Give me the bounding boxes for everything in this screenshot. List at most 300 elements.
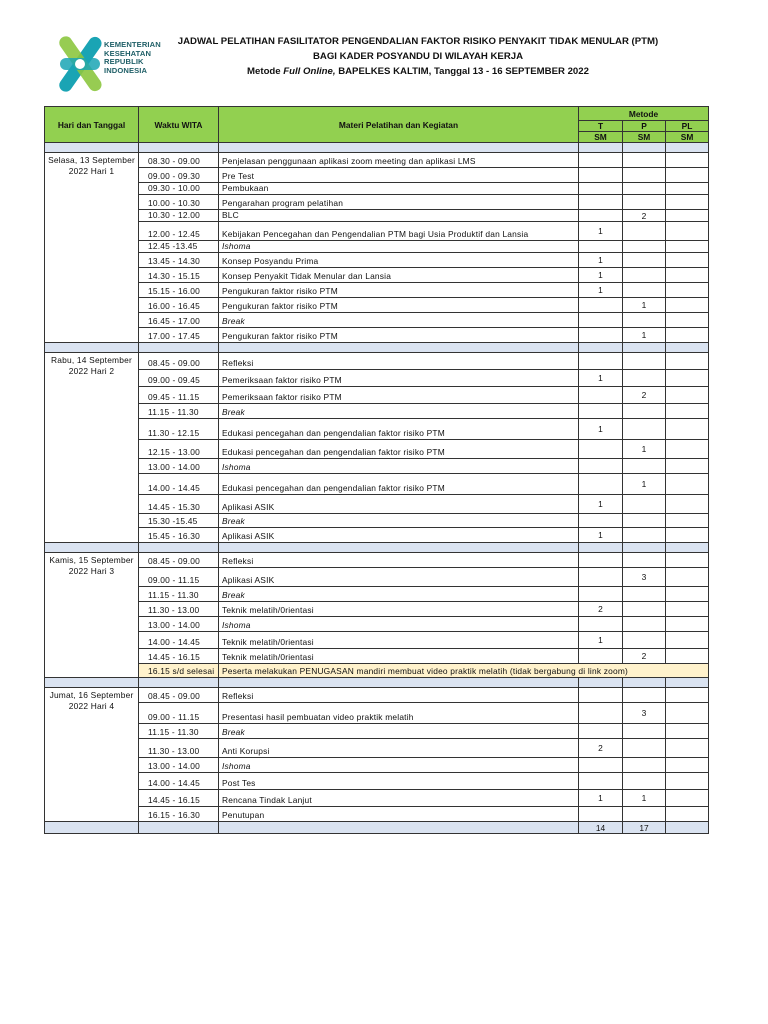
material-cell: Pengukuran faktor risiko PTM bbox=[219, 298, 579, 313]
table-row bbox=[45, 313, 709, 328]
table-row bbox=[45, 298, 709, 313]
method-pl-cell bbox=[666, 283, 709, 298]
method-t-cell: 1 bbox=[579, 419, 623, 440]
day-date-cell: Kamis, 15 September 2022 Hari 3 bbox=[45, 553, 139, 678]
schedule-table-header bbox=[45, 107, 709, 143]
method-pl-cell bbox=[666, 195, 709, 210]
header-method: Metode bbox=[579, 107, 709, 121]
method-pl-cell bbox=[666, 553, 709, 568]
method-p-cell bbox=[623, 283, 666, 298]
method-pl-cell bbox=[666, 528, 709, 543]
method-p-cell bbox=[623, 758, 666, 773]
method-t-cell bbox=[579, 724, 623, 739]
kemenkes-logo-text bbox=[104, 41, 161, 75]
time-cell: 11.15 - 11.30 bbox=[139, 404, 219, 419]
method-pl-cell bbox=[666, 241, 709, 253]
table-row bbox=[45, 283, 709, 298]
time-cell: 13.00 - 14.00 bbox=[139, 459, 219, 474]
method-pl-cell bbox=[666, 210, 709, 222]
separator-cell bbox=[139, 678, 219, 688]
header-sm-p: SM bbox=[623, 132, 666, 143]
material-cell: Refleksi bbox=[219, 353, 579, 370]
method-p-cell bbox=[623, 807, 666, 822]
separator-cell bbox=[219, 543, 579, 553]
logo-line-4: INDONESIA bbox=[104, 65, 148, 75]
logo-line-3: REPUBLIK bbox=[104, 57, 144, 67]
separator-cell bbox=[666, 343, 709, 353]
logo-line-1: KEMENTERIAN bbox=[104, 40, 161, 49]
method-t-cell bbox=[579, 649, 623, 664]
time-cell: 14.45 - 16.15 bbox=[139, 790, 219, 807]
time-cell: 16.45 - 17.00 bbox=[139, 313, 219, 328]
assignment-material-cell: Peserta melakukan PENUGASAN mandiri membuat video praktik melatih (tidak bergabung di link zoom) bbox=[219, 664, 709, 678]
method-pl-cell bbox=[666, 790, 709, 807]
total-p-cell: 17 bbox=[623, 822, 666, 834]
method-t-cell bbox=[579, 387, 623, 404]
method-p-cell bbox=[623, 268, 666, 283]
assignment-row bbox=[45, 664, 709, 678]
assignment-time-cell: 16.15 s/d selesai bbox=[139, 664, 219, 678]
schedule-table bbox=[44, 106, 709, 834]
separator-cell bbox=[623, 543, 666, 553]
method-t-cell bbox=[579, 168, 623, 183]
time-cell: 09.30 - 10.00 bbox=[139, 183, 219, 195]
separator-cell bbox=[139, 343, 219, 353]
method-p-cell bbox=[623, 724, 666, 739]
method-pl-cell bbox=[666, 459, 709, 474]
table-row bbox=[45, 773, 709, 790]
material-cell: Edukasi pencegahan dan pengendalian faktor risiko PTM bbox=[219, 440, 579, 459]
table-row bbox=[45, 195, 709, 210]
method-pl-cell bbox=[666, 313, 709, 328]
method-pl-cell bbox=[666, 474, 709, 495]
separator-cell bbox=[579, 678, 623, 688]
day-separator-row bbox=[45, 343, 709, 353]
time-cell: 14.30 - 15.15 bbox=[139, 268, 219, 283]
table-row bbox=[45, 419, 709, 440]
method-p-cell: 1 bbox=[623, 440, 666, 459]
material-cell: Konsep Penyakit Tidak Menular dan Lansia bbox=[219, 268, 579, 283]
method-t-cell: 1 bbox=[579, 632, 623, 649]
separator-cell bbox=[623, 343, 666, 353]
method-p-cell bbox=[623, 353, 666, 370]
kemenkes-logo-mark bbox=[58, 34, 104, 94]
material-cell: Refleksi bbox=[219, 688, 579, 703]
table-row bbox=[45, 440, 709, 459]
method-p-cell bbox=[623, 617, 666, 632]
table-row bbox=[45, 459, 709, 474]
material-cell: Presentasi hasil pembuatan video praktik melatih bbox=[219, 703, 579, 724]
document-method-line bbox=[168, 66, 668, 78]
time-cell: 10.00 - 10.30 bbox=[139, 195, 219, 210]
method-t-cell bbox=[579, 568, 623, 587]
method-pl-cell bbox=[666, 758, 709, 773]
method-p-cell: 3 bbox=[623, 703, 666, 724]
method-p-cell bbox=[623, 459, 666, 474]
material-cell: Teknik melatih/0rientasi bbox=[219, 602, 579, 617]
method-pl-cell bbox=[666, 440, 709, 459]
method-pl-cell bbox=[666, 370, 709, 387]
time-cell: 11.30 - 12.15 bbox=[139, 419, 219, 440]
material-cell: Konsep Posyandu Prima bbox=[219, 253, 579, 268]
method-pl-cell bbox=[666, 587, 709, 602]
table-row bbox=[45, 632, 709, 649]
table-row bbox=[45, 353, 709, 370]
time-cell: 12.15 - 13.00 bbox=[139, 440, 219, 459]
separator-cell bbox=[45, 343, 139, 353]
day-separator-row bbox=[45, 678, 709, 688]
table-row bbox=[45, 514, 709, 528]
table-row bbox=[45, 183, 709, 195]
method-pl-cell bbox=[666, 222, 709, 241]
material-cell: Ishoma bbox=[219, 758, 579, 773]
time-cell: 08.45 - 09.00 bbox=[139, 353, 219, 370]
method-t-cell: 1 bbox=[579, 268, 623, 283]
header-day: Hari dan Tanggal bbox=[45, 107, 139, 143]
separator-cell bbox=[219, 343, 579, 353]
method-p-cell bbox=[623, 195, 666, 210]
separator-cell bbox=[45, 543, 139, 553]
method-t-cell: 1 bbox=[579, 283, 623, 298]
separator-cell bbox=[45, 143, 139, 153]
material-cell: Pengukuran faktor risiko PTM bbox=[219, 283, 579, 298]
method-t-cell bbox=[579, 313, 623, 328]
table-row bbox=[45, 602, 709, 617]
time-cell: 09.00 - 11.15 bbox=[139, 568, 219, 587]
table-row bbox=[45, 758, 709, 773]
time-cell: 09.45 - 11.15 bbox=[139, 387, 219, 404]
method-p-cell: 2 bbox=[623, 210, 666, 222]
method-t-cell bbox=[579, 514, 623, 528]
material-cell: BLC bbox=[219, 210, 579, 222]
method-pl-cell bbox=[666, 268, 709, 283]
table-row bbox=[45, 587, 709, 602]
material-cell: Kebijakan Pencegahan dan Pengendalian PTM bagi Usia Produktif dan Lansia bbox=[219, 222, 579, 241]
header-sm-t: SM bbox=[579, 132, 623, 143]
total-pl-cell bbox=[666, 822, 709, 834]
table-row bbox=[45, 370, 709, 387]
material-cell: Pemeriksaan faktor risiko PTM bbox=[219, 387, 579, 404]
method-t-cell bbox=[579, 210, 623, 222]
method-pl-cell bbox=[666, 649, 709, 664]
table-row bbox=[45, 649, 709, 664]
method-pl-cell bbox=[666, 617, 709, 632]
material-cell: Penutupan bbox=[219, 807, 579, 822]
material-cell: Aplikasi ASIK bbox=[219, 528, 579, 543]
method-pl-cell bbox=[666, 703, 709, 724]
totals-empty-cell bbox=[139, 822, 219, 834]
material-cell: Break bbox=[219, 587, 579, 602]
method-t-cell bbox=[579, 807, 623, 822]
time-cell: 14.00 - 14.45 bbox=[139, 474, 219, 495]
time-cell: 08.30 - 09.00 bbox=[139, 153, 219, 168]
separator-cell bbox=[45, 678, 139, 688]
table-row bbox=[45, 495, 709, 514]
time-cell: 15.30 -15.45 bbox=[139, 514, 219, 528]
material-cell: Pengukuran faktor risiko PTM bbox=[219, 328, 579, 343]
method-pl-cell bbox=[666, 404, 709, 419]
time-cell: 15.45 - 16.30 bbox=[139, 528, 219, 543]
table-row bbox=[45, 241, 709, 253]
table-row bbox=[45, 807, 709, 822]
method-p-cell bbox=[623, 183, 666, 195]
table-row bbox=[45, 268, 709, 283]
method-t-cell: 1 bbox=[579, 495, 623, 514]
table-row bbox=[45, 790, 709, 807]
method-t-cell bbox=[579, 459, 623, 474]
table-row bbox=[45, 617, 709, 632]
method-p-cell bbox=[623, 253, 666, 268]
method-p-cell bbox=[623, 773, 666, 790]
method-p-cell bbox=[623, 632, 666, 649]
separator-cell bbox=[219, 143, 579, 153]
method-p-cell bbox=[623, 168, 666, 183]
method-suffix: BAPELKES KALTIM, Tanggal 13 - 16 SEPTEMBER 2022 bbox=[335, 66, 589, 77]
method-p-cell bbox=[623, 313, 666, 328]
table-row bbox=[45, 724, 709, 739]
method-pl-cell bbox=[666, 253, 709, 268]
material-cell: Pre Test bbox=[219, 168, 579, 183]
method-italic: Full Online, bbox=[283, 66, 336, 77]
time-cell: 16.00 - 16.45 bbox=[139, 298, 219, 313]
method-pl-cell bbox=[666, 602, 709, 617]
method-pl-cell bbox=[666, 688, 709, 703]
table-row bbox=[45, 528, 709, 543]
method-t-cell bbox=[579, 328, 623, 343]
time-cell: 12.45 -13.45 bbox=[139, 241, 219, 253]
method-p-cell bbox=[623, 370, 666, 387]
time-cell: 09.00 - 11.15 bbox=[139, 703, 219, 724]
method-t-cell bbox=[579, 758, 623, 773]
material-cell: Break bbox=[219, 404, 579, 419]
method-t-cell: 1 bbox=[579, 528, 623, 543]
header-p: P bbox=[623, 121, 666, 132]
time-cell: 10.30 - 12.00 bbox=[139, 210, 219, 222]
material-cell: Pembukaan bbox=[219, 183, 579, 195]
header-material: Materi Pelatihan dan Kegiatan bbox=[219, 107, 579, 143]
method-p-cell bbox=[623, 514, 666, 528]
separator-cell bbox=[579, 543, 623, 553]
method-t-cell bbox=[579, 440, 623, 459]
method-t-cell bbox=[579, 353, 623, 370]
totals-empty-cell bbox=[45, 822, 139, 834]
method-t-cell bbox=[579, 474, 623, 495]
time-cell: 12.00 - 12.45 bbox=[139, 222, 219, 241]
document-subtitle: BAGI KADER POSYANDU DI WILAYAH KERJA bbox=[312, 51, 524, 62]
method-p-cell bbox=[623, 404, 666, 419]
method-p-cell: 1 bbox=[623, 790, 666, 807]
method-p-cell bbox=[623, 688, 666, 703]
method-p-cell: 1 bbox=[623, 474, 666, 495]
table-row bbox=[45, 387, 709, 404]
method-p-cell bbox=[623, 153, 666, 168]
method-t-cell bbox=[579, 404, 623, 419]
table-row bbox=[45, 553, 709, 568]
time-cell: 14.45 - 15.30 bbox=[139, 495, 219, 514]
table-row bbox=[45, 210, 709, 222]
material-cell: Break bbox=[219, 313, 579, 328]
method-p-cell bbox=[623, 602, 666, 617]
method-pl-cell bbox=[666, 773, 709, 790]
method-t-cell bbox=[579, 773, 623, 790]
material-cell: Break bbox=[219, 514, 579, 528]
method-t-cell: 1 bbox=[579, 790, 623, 807]
table-row bbox=[45, 568, 709, 587]
table-row bbox=[45, 703, 709, 724]
method-t-cell bbox=[579, 195, 623, 210]
time-cell: 09.00 - 09.45 bbox=[139, 370, 219, 387]
method-pl-cell bbox=[666, 298, 709, 313]
method-t-cell bbox=[579, 553, 623, 568]
material-cell: Post Tes bbox=[219, 773, 579, 790]
material-cell: Ishoma bbox=[219, 241, 579, 253]
time-cell: 17.00 - 17.45 bbox=[139, 328, 219, 343]
day-date-cell: Jumat, 16 September 2022 Hari 4 bbox=[45, 688, 139, 822]
table-row bbox=[45, 404, 709, 419]
day-date-cell: Selasa, 13 September 2022 Hari 1 bbox=[45, 153, 139, 343]
time-cell: 11.30 - 13.00 bbox=[139, 739, 219, 758]
method-p-cell bbox=[623, 495, 666, 514]
method-pl-cell bbox=[666, 724, 709, 739]
header-sm-pl: SM bbox=[666, 132, 709, 143]
method-pl-cell bbox=[666, 387, 709, 404]
separator-cell bbox=[623, 143, 666, 153]
logo-line-2: KESEHATAN bbox=[104, 48, 152, 58]
method-pl-cell bbox=[666, 183, 709, 195]
method-pl-cell bbox=[666, 568, 709, 587]
material-cell: Aplikasi ASIK bbox=[219, 495, 579, 514]
method-p-cell bbox=[623, 553, 666, 568]
method-p-cell bbox=[623, 241, 666, 253]
time-cell: 14.45 - 16.15 bbox=[139, 649, 219, 664]
method-pl-cell bbox=[666, 328, 709, 343]
material-cell: Pemeriksaan faktor risiko PTM bbox=[219, 370, 579, 387]
day-separator-row bbox=[45, 143, 709, 153]
material-cell: Teknik melatih/0rientasi bbox=[219, 632, 579, 649]
method-t-cell: 1 bbox=[579, 253, 623, 268]
method-pl-cell bbox=[666, 353, 709, 370]
method-p-cell: 3 bbox=[623, 568, 666, 587]
time-cell: 11.15 - 11.30 bbox=[139, 724, 219, 739]
material-cell: Break bbox=[219, 724, 579, 739]
document-title: JADWAL PELATIHAN FASILITATOR PENGENDALIAN FAKTOR RISIKO PENYAKIT TIDAK MENULAR (PTM) bbox=[177, 36, 659, 47]
material-cell: Ishoma bbox=[219, 617, 579, 632]
header-t: T bbox=[579, 121, 623, 132]
material-cell: Edukasi pencegahan dan pengendalian faktor risiko PTM bbox=[219, 474, 579, 495]
separator-cell bbox=[139, 143, 219, 153]
time-cell: 14.00 - 14.45 bbox=[139, 773, 219, 790]
time-cell: 09.00 - 09.30 bbox=[139, 168, 219, 183]
separator-cell bbox=[139, 543, 219, 553]
separator-cell bbox=[219, 678, 579, 688]
material-cell: Refleksi bbox=[219, 553, 579, 568]
header-time: Waktu WITA bbox=[139, 107, 219, 143]
time-cell: 08.45 - 09.00 bbox=[139, 553, 219, 568]
material-cell: Rencana Tindak Lanjut bbox=[219, 790, 579, 807]
time-cell: 11.15 - 11.30 bbox=[139, 587, 219, 602]
separator-cell bbox=[666, 543, 709, 553]
table-row bbox=[45, 168, 709, 183]
time-cell: 08.45 - 09.00 bbox=[139, 688, 219, 703]
method-p-cell: 1 bbox=[623, 328, 666, 343]
day-separator-row bbox=[45, 543, 709, 553]
method-t-cell bbox=[579, 183, 623, 195]
total-t-cell: 14 bbox=[579, 822, 623, 834]
table-row bbox=[45, 328, 709, 343]
day-date-cell: Rabu, 14 September 2022 Hari 2 bbox=[45, 353, 139, 543]
method-pl-cell bbox=[666, 739, 709, 758]
time-cell: 13.45 - 14.30 bbox=[139, 253, 219, 268]
method-pl-cell bbox=[666, 168, 709, 183]
material-cell: Aplikasi ASIK bbox=[219, 568, 579, 587]
time-cell: 13.00 - 14.00 bbox=[139, 617, 219, 632]
method-p-cell: 1 bbox=[623, 298, 666, 313]
method-pl-cell bbox=[666, 632, 709, 649]
header-pl: PL bbox=[666, 121, 709, 132]
table-row bbox=[45, 153, 709, 168]
table-row bbox=[45, 739, 709, 758]
method-t-cell bbox=[579, 703, 623, 724]
separator-cell bbox=[579, 143, 623, 153]
time-cell: 14.00 - 14.45 bbox=[139, 632, 219, 649]
method-pl-cell bbox=[666, 153, 709, 168]
method-p-cell bbox=[623, 528, 666, 543]
method-t-cell: 1 bbox=[579, 370, 623, 387]
method-t-cell bbox=[579, 587, 623, 602]
method-pl-cell bbox=[666, 514, 709, 528]
material-cell: Edukasi pencegahan dan pengendalian faktor risiko PTM bbox=[219, 419, 579, 440]
method-t-cell bbox=[579, 617, 623, 632]
separator-cell bbox=[579, 343, 623, 353]
time-cell: 11.30 - 13.00 bbox=[139, 602, 219, 617]
material-cell: Teknik melatih/0rientasi bbox=[219, 649, 579, 664]
time-cell: 15.15 - 16.00 bbox=[139, 283, 219, 298]
method-pl-cell bbox=[666, 419, 709, 440]
material-cell: Ishoma bbox=[219, 459, 579, 474]
method-p-cell: 2 bbox=[623, 387, 666, 404]
method-p-cell bbox=[623, 419, 666, 440]
separator-cell bbox=[623, 678, 666, 688]
table-row bbox=[45, 222, 709, 241]
method-p-cell bbox=[623, 739, 666, 758]
method-pl-cell bbox=[666, 495, 709, 514]
method-pl-cell bbox=[666, 807, 709, 822]
method-t-cell: 2 bbox=[579, 739, 623, 758]
method-p-cell bbox=[623, 587, 666, 602]
material-cell: Pengarahan program pelatihan bbox=[219, 195, 579, 210]
totals-row bbox=[45, 822, 709, 834]
material-cell: Penjelasan penggunaan aplikasi zoom meeting dan aplikasi LMS bbox=[219, 153, 579, 168]
method-t-cell: 1 bbox=[579, 222, 623, 241]
schedule-table-body bbox=[45, 143, 709, 834]
method-t-cell bbox=[579, 298, 623, 313]
method-t-cell: 2 bbox=[579, 602, 623, 617]
material-cell: Anti Korupsi bbox=[219, 739, 579, 758]
method-t-cell bbox=[579, 688, 623, 703]
time-cell: 16.15 - 16.30 bbox=[139, 807, 219, 822]
table-row bbox=[45, 474, 709, 495]
time-cell: 13.00 - 14.00 bbox=[139, 758, 219, 773]
separator-cell bbox=[666, 678, 709, 688]
method-prefix: Metode bbox=[247, 66, 284, 77]
method-p-cell: 2 bbox=[623, 649, 666, 664]
method-t-cell bbox=[579, 153, 623, 168]
table-row bbox=[45, 253, 709, 268]
method-p-cell bbox=[623, 222, 666, 241]
table-row bbox=[45, 688, 709, 703]
totals-empty-cell bbox=[219, 822, 579, 834]
separator-cell bbox=[666, 143, 709, 153]
